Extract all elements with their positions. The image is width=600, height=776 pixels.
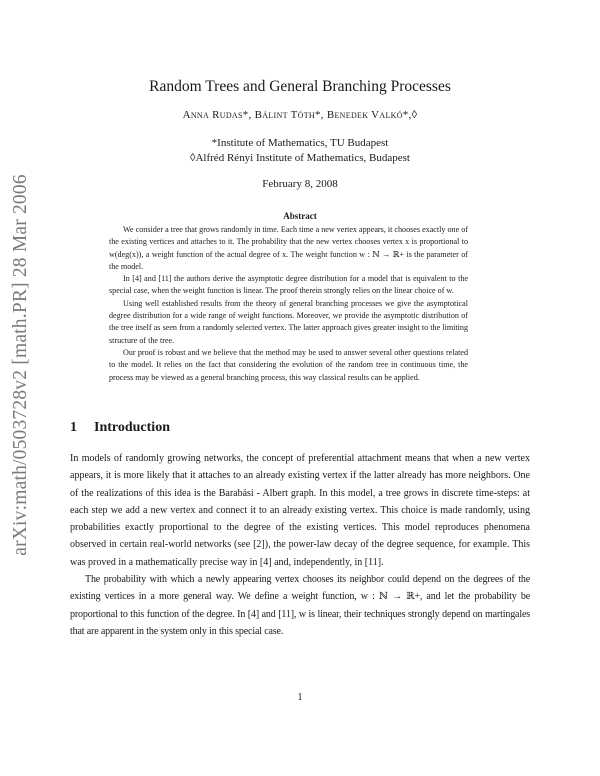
paper-date: February 8, 2008 [262,178,338,190]
abstract-body [109,224,468,384]
affiliation-1: *Institute of Mathematics, TU Budapest [211,137,389,149]
section-title: Introduction [94,420,170,435]
abstract-paragraph-2: In [4] and [11] the authors derive the asymptotic degree distribution for a model that is equivalent to the special case, when the weight function is linear. The proof therein strongly relies on the linear choice of w. [109,274,468,296]
arxiv-identifier-text: arXiv:math/0503728v2 [math.PR] 28 Mar 2006 [10,174,31,556]
section-body [70,450,530,640]
abstract-paragraph-3: Using well established results from the theory of general branching processes we give the asymptotical degree distribution for a wide range of weight functions. Moreover, we provide the asymptotic distribution of the tree itself as seen from a randomly selected vertex. The latter approach gives greater insight to the limiting structure of the tree. [109,298,468,345]
abstract-heading: Abstract [283,211,317,221]
body-paragraph-1: In models of randomly growing networks, the concept of preferential attachment means that when a new vertex appears, it is more likely that it attaches to an already existing vertex if the latter already has more neighbors. One of the realizations of this idea is the Barabási - Albert graph. In this model, a tree grows in discrete time-steps: at each step we add a new vertex and connect it to an already existing vertex. This choice is made randomly, using probabilities exactly proportional to the degree of the existing vertices. This model reproduces phenomena observed in certain real-world networks (see [2]), the power-law decay of the degree sequence, for example. This was proved in a mathematically precise way in [4] and, independently, in [11]. [70,453,530,568]
body-paragraph-2: The probability with which a newly appearing vertex chooses its neighbor could depend on the degrees of the existing vertices in a more general way. We define a weight function, w : ℕ → ℝ+, and let the probability be proportional to this function of the degree. In [4] and [11], w is linear, their techniques strongly depend on martingales that are apparent in the system only in this special case. [70,574,530,637]
paper-title: Random Trees and General Branching Processes [149,78,451,95]
abstract-paragraph-4: Our proof is robust and we believe that the method may be used to answer several other questions related to the model. It relies on the fact that considering the evolution of the random tree in continuous time, the process may be viewed as a general branching process, this way classical results can be applied. [109,347,468,382]
abstract-paragraph-1: We consider a tree that grows randomly in time. Each time a new vertex appears, it chooses exactly one of the existing vertices and attaches to it. The probability that the new vertex chooses vertex x is proportional to w(deg(x)), a weight function of the actual degree of x. The weight function w : ℕ → ℝ+ is the parameter of the model. [109,225,468,271]
page-number: 1 [297,692,303,703]
section-heading [70,420,170,436]
paper-authors: Anna Rudas*, Bálint Tóth*, Benedek Valkó*,◊ [182,109,418,121]
section-number: 1 [70,420,77,435]
affiliation-2: ◊Alfréd Rényi Institute of Mathematics, Budapest [190,152,410,164]
arxiv-identifier [6,160,36,570]
